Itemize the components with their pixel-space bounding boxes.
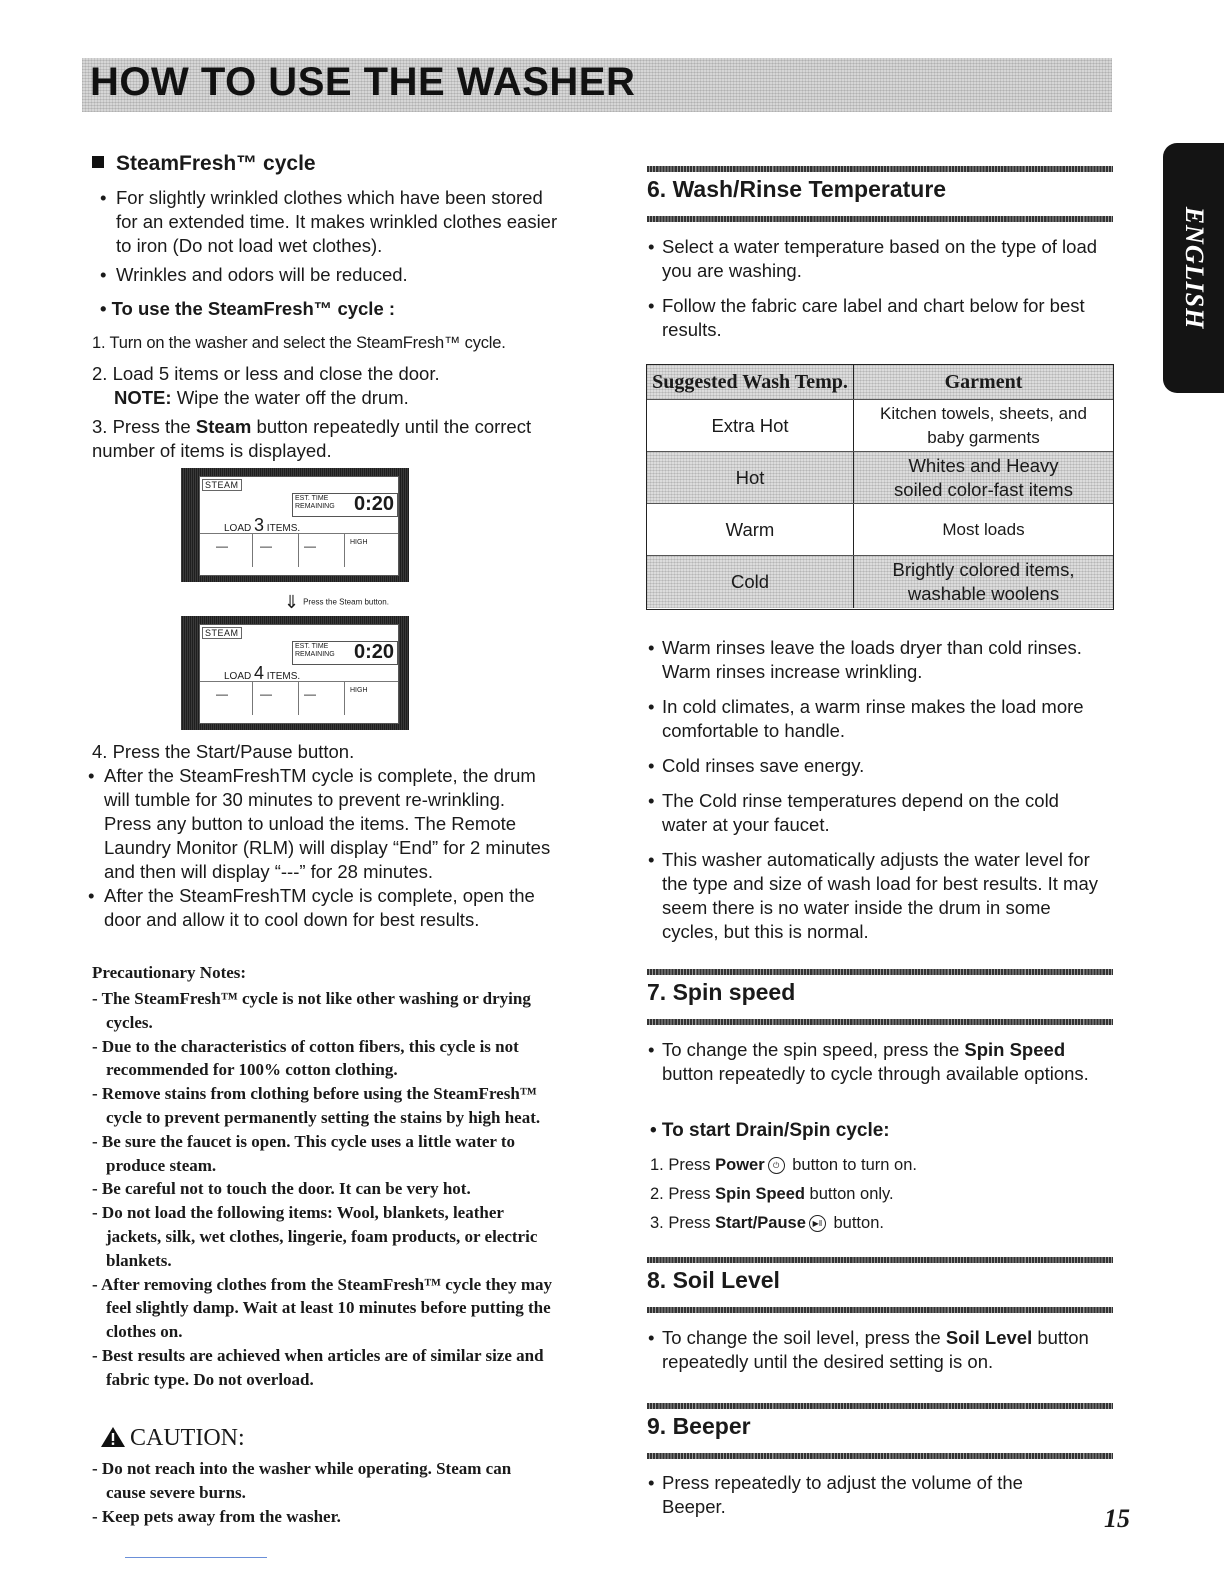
table-cell: Hot bbox=[735, 467, 765, 488]
rinse-note: • Warm rinses leave the loads dryer than cold rinses. Warm rinses increase wrinkling. bbox=[648, 636, 1104, 684]
step-4: 4. Press the Start/Pause button. bbox=[92, 741, 355, 762]
table-row bbox=[647, 555, 1113, 608]
table-cell: Kitchen towels, sheets, and baby garments bbox=[853, 400, 1113, 452]
caution-item: - Keep pets away from the washer. bbox=[92, 1506, 341, 1526]
display-screen: STEAM EST. TIME REMAINING 0:20 LOAD 3 ITEMS. — — — HIGH bbox=[199, 476, 399, 576]
time-readout: 0:20 bbox=[353, 493, 394, 515]
section-7-text: • To change the spin speed, press the Spin Speed button repeatedly to cycle through available options. bbox=[648, 1038, 1104, 1086]
section-8-text: • To change the soil level, press the Soil Level button repeatedly until the desired setting is on. bbox=[648, 1326, 1104, 1374]
load-readout: LOAD 3 ITEMS. bbox=[224, 515, 301, 535]
page-number: 15 bbox=[1104, 1504, 1130, 1533]
load-readout: LOAD 4 ITEMS. bbox=[224, 663, 301, 683]
page-title: HOW TO USE THE WASHER bbox=[90, 60, 636, 104]
precaution-item: - Due to the characteristics of cotton fibers, this cycle is not recommended for 100% cotton clothing. bbox=[92, 1036, 519, 1080]
wash-temp-table bbox=[646, 364, 1114, 610]
spin-step-1: 1. Press Power ⏻ button to turn on. bbox=[650, 1156, 917, 1174]
arrow-down-icon: ⇓ bbox=[284, 592, 300, 612]
press-steam-hint: ⇓ Press the Steam button. bbox=[284, 592, 389, 612]
spin-step-3: 3. Press Start/Pause ▶‖ button. bbox=[650, 1214, 884, 1232]
time-readout: 0:20 bbox=[353, 641, 394, 663]
language-tab bbox=[1163, 143, 1224, 393]
step-1: 1. Turn on the washer and select the SteamFresh™ cycle. bbox=[92, 334, 506, 352]
steam-indicator: STEAM bbox=[202, 627, 242, 639]
after-note: Press any button to unload the items. The Remote Laundry Monitor (RLM) will display “End” for 2 minutes and then will display “---” for 28 minutes. bbox=[104, 813, 551, 882]
power-icon: ⏻ bbox=[768, 1157, 785, 1174]
step-2-note: NOTE: Wipe the water off the drum. bbox=[114, 387, 409, 408]
table-header-cell: Suggested Wash Temp. bbox=[647, 365, 853, 399]
intro-bullets bbox=[96, 186, 566, 287]
table-row bbox=[647, 451, 1113, 504]
section-8-title: 8. Soil Level bbox=[647, 1267, 780, 1293]
section-7-title: 7. Spin speed bbox=[647, 979, 796, 1005]
table-cell: Brightly colored items, washable woolens bbox=[853, 556, 1113, 608]
time-box: EST. TIME REMAINING 0:20 bbox=[292, 641, 398, 665]
caution-item: - Do not reach into the washer while operating. Steam can cause severe burns. bbox=[92, 1459, 512, 1502]
time-box: EST. TIME REMAINING 0:20 bbox=[292, 493, 398, 517]
drain-spin-subheading: • To start Drain/Spin cycle: bbox=[650, 1120, 890, 1141]
section-6-header bbox=[647, 166, 1113, 222]
display-screen: STEAM EST. TIME REMAINING 0:20 LOAD 4 ITEMS. — — — HIGH bbox=[199, 624, 399, 724]
table-row bbox=[647, 503, 1113, 556]
after-cycle-notes bbox=[84, 764, 554, 932]
section-6-bullet: • Select a water temperature based on the type of load you are washing. bbox=[648, 235, 1104, 283]
rinse-note: • In cold climates, a warm rinse makes the load more comfortable to handle. bbox=[648, 695, 1104, 743]
warning-triangle-icon bbox=[100, 1426, 126, 1448]
intro-bullet: • Wrinkles and odors will be reduced. bbox=[96, 263, 566, 287]
rinse-notes bbox=[648, 636, 1104, 944]
precaution-item: - After removing clothes from the SteamFresh™ cycle they may feel slightly damp. Wait at least 10 minutes before putting the clothes on. bbox=[92, 1274, 552, 1342]
steam-indicator: STEAM bbox=[202, 479, 242, 491]
language-tab-label: ENGLISH bbox=[1179, 206, 1209, 330]
precaution-item: - Be careful not to touch the door. It can be very hot. bbox=[92, 1179, 471, 1199]
section-9-header bbox=[647, 1403, 1113, 1459]
section-9-title: 9. Beeper bbox=[647, 1413, 751, 1439]
rinse-note: • The Cold rinse temperatures depend on the cold water at your faucet. bbox=[648, 789, 1104, 837]
section-6-bullet: • Follow the fabric care label and chart below for best results. bbox=[648, 294, 1104, 342]
step-3: 3. Press the Steam button repeatedly until the correct number of items is displayed. bbox=[92, 416, 532, 461]
precaution-item: - Best results are achieved when articles are of similar size and fabric type. Do not overload. bbox=[92, 1345, 544, 1389]
precautionary-title: Precautionary Notes: bbox=[92, 963, 247, 982]
display-panel-load-3 bbox=[181, 468, 409, 582]
table-row bbox=[647, 399, 1113, 452]
start-pause-icon: ▶‖ bbox=[809, 1215, 826, 1232]
caution-notes bbox=[92, 1457, 552, 1528]
table-cell: Warm bbox=[725, 519, 775, 540]
precaution-item: - Do not load the following items: Wool, blankets, leather jackets, silk, wet clothes, lingerie, foam products, or electric blankets. bbox=[92, 1203, 538, 1270]
after-note: • After the SteamFreshTM cycle is complete, open the door and allow it to cool down for best results. bbox=[84, 884, 554, 932]
table-header-row bbox=[647, 365, 1113, 399]
table-cell: Cold bbox=[730, 571, 770, 592]
precautionary-notes bbox=[92, 987, 560, 1392]
precaution-item: - The SteamFresh™ cycle is not like other washing or drying cycles. bbox=[92, 989, 531, 1032]
footer-rule bbox=[125, 1557, 267, 1558]
section-9-text: • Press repeatedly to adjust the volume of the Beeper. bbox=[648, 1471, 1068, 1519]
table-cell: Most loads bbox=[853, 504, 1113, 556]
caution-heading: CAUTION: bbox=[100, 1425, 245, 1452]
step-2: 2. Load 5 items or less and close the door. bbox=[92, 363, 440, 384]
to-use-subheading: • To use the SteamFresh™ cycle : bbox=[100, 298, 396, 319]
section-6-bullets bbox=[648, 235, 1104, 342]
section-6-title: 6. Wash/Rinse Temperature bbox=[647, 176, 947, 202]
rinse-note: • This washer automatically adjusts the water level for the type and size of wash load for best results. It may seem there is no water inside the drum in some cycles, but this is normal. bbox=[648, 848, 1104, 944]
after-note: • After the SteamFreshTM cycle is complete, the drum will tumble for 30 minutes to prevent re-wrinkling. bbox=[84, 764, 554, 812]
display-panel-load-4 bbox=[181, 616, 409, 730]
table-header-cell: Garment bbox=[853, 365, 1113, 399]
intro-bullet: • For slightly wrinkled clothes which have been stored for an extended time. It makes wrinkled clothes easier to iron (Do not load wet clothes). bbox=[96, 186, 566, 258]
steamfresh-heading: SteamFresh™ cycle bbox=[92, 152, 316, 176]
rinse-note: • Cold rinses save energy. bbox=[648, 754, 1104, 778]
square-bullet-icon bbox=[92, 156, 104, 168]
section-7-header bbox=[647, 969, 1113, 1025]
table-cell: Extra Hot bbox=[711, 415, 789, 436]
precaution-item: - Remove stains from clothing before using the SteamFresh™ cycle to prevent permanently setting the stains by high heat. bbox=[92, 1084, 541, 1127]
spin-step-2: 2. Press Spin Speed button only. bbox=[650, 1185, 894, 1203]
section-8-header bbox=[647, 1257, 1113, 1313]
table-cell: Whites and Heavy soiled color-fast items bbox=[853, 452, 1113, 504]
precaution-item: - Be sure the faucet is open. This cycle uses a little water to produce steam. bbox=[92, 1131, 516, 1175]
